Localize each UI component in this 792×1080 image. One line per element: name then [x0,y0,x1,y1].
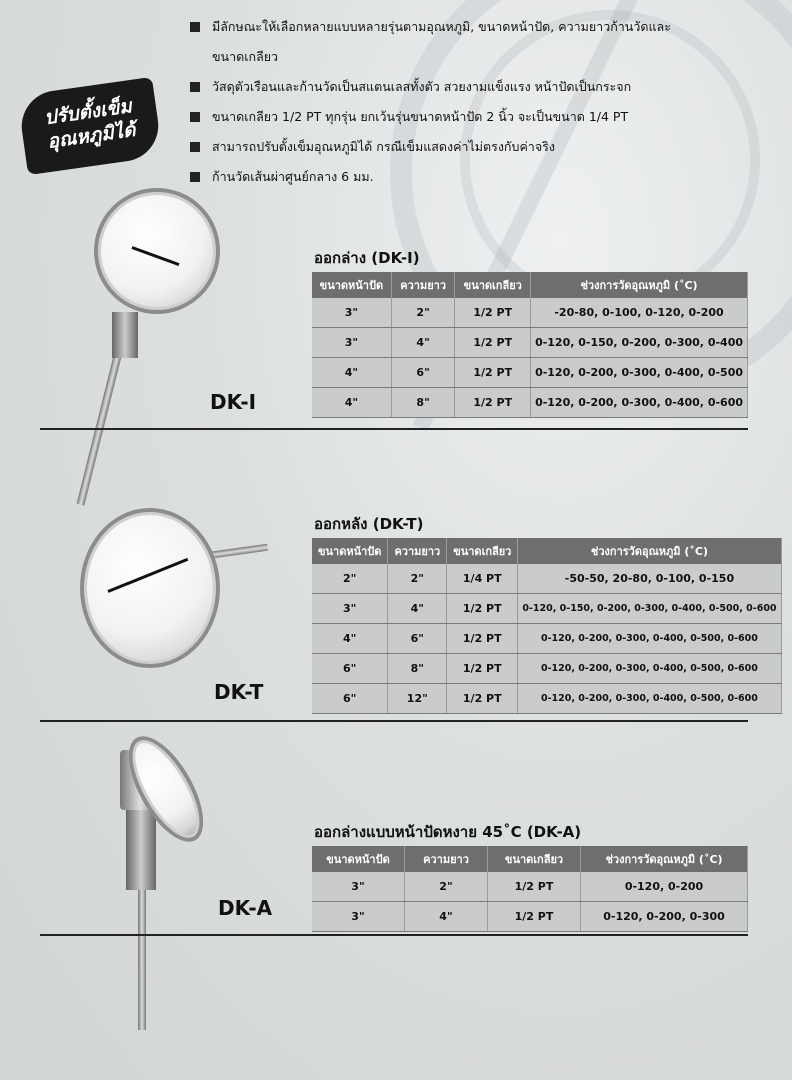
table-row: 3" 2" 1/2 PT -20-80, 0-100, 0-120, 0-200 [312,298,748,328]
header-dial-size: ขนาดหน้าปัด [312,272,391,298]
badge-text: ปรับตั้งเข็ม อุณหภูมิได้ [42,95,137,153]
dk-i-divider [40,428,748,430]
header-dial-size: ขนาดหน้าปัด [312,846,405,872]
bullet-square-icon [190,112,200,122]
header-length: ความยาว [405,846,488,872]
header-range: ช่วงการวัดอุณหภูมิ (˚C) [531,272,748,298]
table-row: 3" 4" 1/2 PT 0-120, 0-150, 0-200, 0-300, 0-400, 0-500, 0-600 [312,594,781,624]
feature-item: มีลักษณะให้เลือกหลายแบบหลายรุ่นตามอุณหภูมิ, ขนาดหน้าปัด, ความยาวก้านวัดและ [186,12,746,42]
dk-t-stem-illustration [206,544,268,560]
header-range: ช่วงการวัดอุณหภูมิ (˚C) [581,846,748,872]
header-range: ช่วงการวัดอุณหภูมิ (˚C) [518,538,781,564]
feature-item: วัสดุตัวเรือนและก้านวัดเป็นสแตนเลสทั้งตัว สวยงามแข็งแรง หน้าปัดเป็นกระจก [186,72,746,102]
feature-item: ก้านวัดเส้นผ่าศูนย์กลาง 6 มม. [186,162,746,192]
bullet-square-icon [190,172,200,182]
feature-item: สามารถปรับตั้งเข็มอุณหภูมิได้ กรณีเข็มแสดงค่าไม่ตรงกับค่าจริง [186,132,746,162]
adjustable-needle-badge [17,77,163,175]
dk-a-probe-stem-illustration [138,880,146,1030]
header-length: ความยาว [388,538,447,564]
table-row: 2" 2" 1/4 PT -50-50, 20-80, 0-100, 0-150 [312,564,781,594]
dk-a-model-label: DK-A [218,896,273,920]
table-row: 4" 8" 1/2 PT 0-120, 0-200, 0-300, 0-400, 0-600 [312,388,748,418]
dk-t-divider [40,720,748,722]
dk-a-spec-table [312,846,748,932]
dk-i-dial-illustration [94,188,220,314]
dk-t-spec-table [312,538,782,714]
dk-i-section-title: ออกล่าง (DK-I) [314,249,420,267]
feature-list [186,12,746,192]
dk-t-section-title: ออกหลัง (DK-T) [314,515,424,533]
table-row: 6" 8" 1/2 PT 0-120, 0-200, 0-300, 0-400, 0-500, 0-600 [312,654,781,684]
table-row: 6" 12" 1/2 PT 0-120, 0-200, 0-300, 0-400, 0-500, 0-600 [312,684,781,714]
table-row: 3" 4" 1/2 PT 0-120, 0-150, 0-200, 0-300, 0-400 [312,328,748,358]
bullet-square-icon [190,82,200,92]
table-row: 4" 6" 1/2 PT 0-120, 0-200, 0-300, 0-400, 0-500 [312,358,748,388]
table-header-row [312,846,748,872]
dk-i-model-label: DK-I [210,390,257,414]
header-thread: ขนาดเกลียว [488,846,581,872]
table-header-row [312,538,781,564]
dk-i-spec-table [312,272,748,418]
table-row: 3" 4" 1/2 PT 0-120, 0-200, 0-300 [312,902,748,932]
dk-a-divider [40,934,748,936]
dk-a-section-title: ออกล่างแบบหน้าปัดหงาย 45˚C (DK-A) [314,823,582,841]
table-row: 3" 2" 1/2 PT 0-120, 0-200 [312,872,748,902]
header-thread: ขนาดเกลียว [447,538,518,564]
header-length: ความยาว [391,272,455,298]
table-row: 4" 6" 1/2 PT 0-120, 0-200, 0-300, 0-400, 0-500, 0-600 [312,624,781,654]
bullet-square-icon [190,22,200,32]
feature-item: ขนาดเกลียว 1/2 PT ทุกรุ่น ยกเว้นรุ่นขนาดหน้าปัด 2 นิ้ว จะเป็นขนาด 1/4 PT [186,102,746,132]
feature-item-continuation: ขนาดเกลียว [212,49,279,64]
bullet-square-icon [190,142,200,152]
dk-t-dial-illustration [80,508,220,668]
header-thread: ขนาดเกลียว [455,272,531,298]
table-header-row [312,272,748,298]
dk-i-fitting-illustration [112,312,138,358]
dk-t-model-label: DK-T [214,680,264,704]
header-dial-size: ขนาดหน้าปัด [312,538,388,564]
